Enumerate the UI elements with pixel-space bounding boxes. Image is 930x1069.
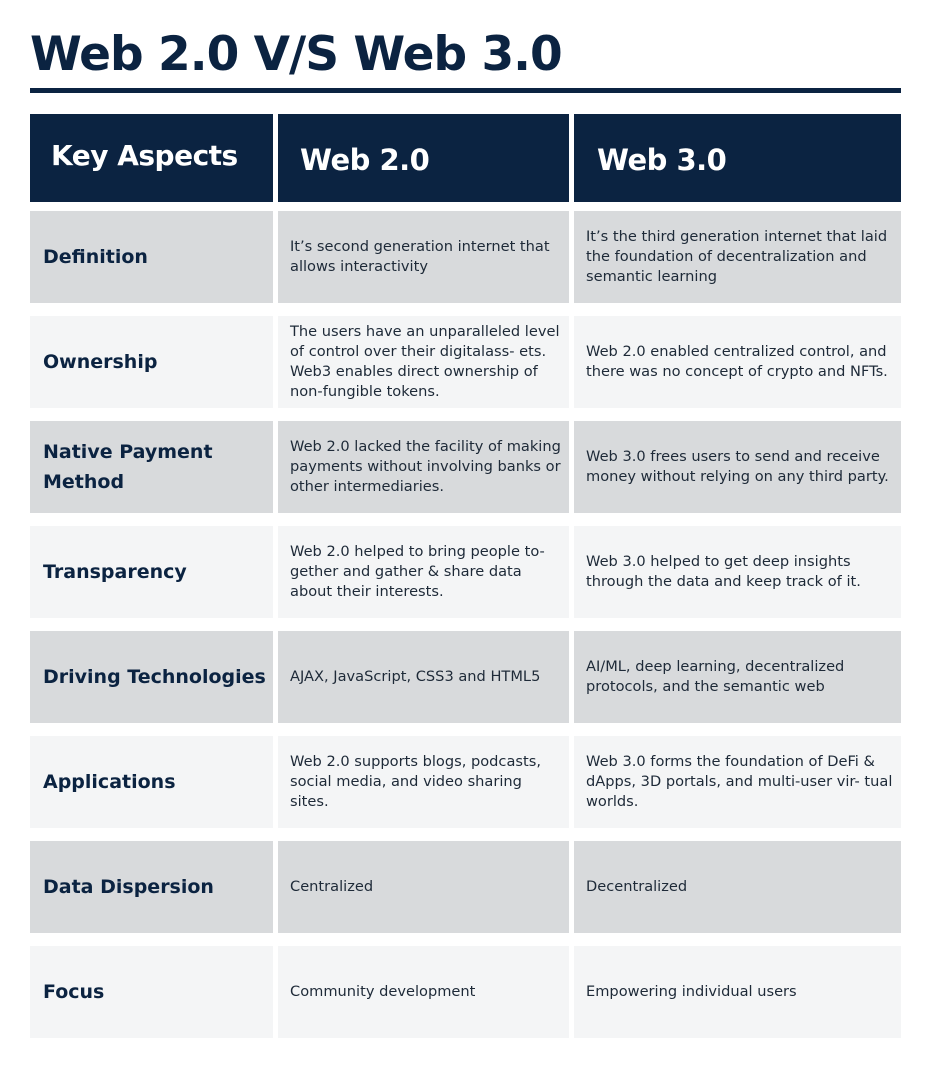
web3-cell: Empowering individual users bbox=[574, 946, 901, 1038]
aspect-cell: Driving Technologies bbox=[30, 631, 273, 723]
table-row-ownership bbox=[30, 316, 901, 408]
header-key-aspects: Key Aspects bbox=[30, 114, 273, 202]
table-header-row bbox=[30, 114, 901, 202]
aspect-cell: Definition bbox=[30, 211, 273, 303]
table-row-transparency bbox=[30, 526, 901, 618]
title-divider bbox=[30, 88, 901, 93]
aspect-cell: Focus bbox=[30, 946, 273, 1038]
web3-cell: It’s the third generation internet that laid the foundation of decentralization and semantic learning bbox=[574, 211, 901, 303]
web2-cell: Web 2.0 supports blogs, podcasts, social media, and video sharing sites. bbox=[278, 736, 569, 828]
header-web3: Web 3.0 bbox=[574, 114, 901, 202]
web3-cell: Decentralized bbox=[574, 841, 901, 933]
web2-cell: Centralized bbox=[278, 841, 569, 933]
table-row-focus bbox=[30, 946, 901, 1038]
web2-cell: Web 2.0 helped to bring people to- gether and gather & share data about their interests. bbox=[278, 526, 569, 618]
table-row-definition bbox=[30, 211, 901, 303]
aspect-cell: Transparency bbox=[30, 526, 273, 618]
web3-cell: Web 3.0 forms the foundation of DeFi & dApps, 3D portals, and multi-user vir- tual worlds. bbox=[574, 736, 901, 828]
page-title: Web 2.0 V/S Web 3.0 bbox=[30, 27, 562, 82]
aspect-cell: Data Dispersion bbox=[30, 841, 273, 933]
table-row-driving-technologies bbox=[30, 631, 901, 723]
aspect-cell: Ownership bbox=[30, 316, 273, 408]
web2-cell: The users have an unparalleled level of control over their digitalass- ets. Web3 enables direct ownership of non-fungible tokens. bbox=[278, 316, 569, 408]
table-row-data-dispersion bbox=[30, 841, 901, 933]
header-web2: Web 2.0 bbox=[278, 114, 569, 202]
table-row-applications bbox=[30, 736, 901, 828]
web2-cell: AJAX, JavaScript, CSS3 and HTML5 bbox=[278, 631, 569, 723]
aspect-cell: Applications bbox=[30, 736, 273, 828]
web3-cell: Web 3.0 helped to get deep insights through the data and keep track of it. bbox=[574, 526, 901, 618]
table-row-native-payment-method bbox=[30, 421, 901, 513]
web2-cell: It’s second generation internet that allows interactivity bbox=[278, 211, 569, 303]
table-body bbox=[30, 211, 901, 1038]
web3-cell: AI/ML, deep learning, decentralized protocols, and the semantic web bbox=[574, 631, 901, 723]
web2-cell: Web 2.0 lacked the facility of making payments without involving banks or other intermediaries. bbox=[278, 421, 569, 513]
web3-cell: Web 3.0 frees users to send and receive money without relying on any third party. bbox=[574, 421, 901, 513]
aspect-cell: Native Payment Method bbox=[30, 421, 273, 513]
web3-cell: Web 2.0 enabled centralized control, and there was no concept of crypto and NFTs. bbox=[574, 316, 901, 408]
comparison-table bbox=[30, 114, 901, 1051]
web2-cell: Community development bbox=[278, 946, 569, 1038]
